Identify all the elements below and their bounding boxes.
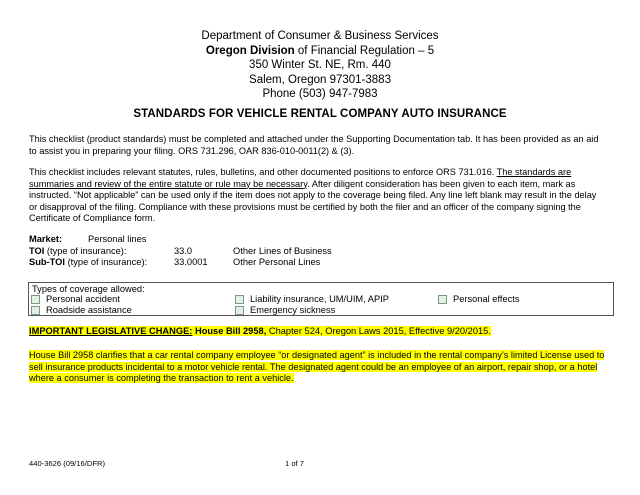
market-value: Personal lines <box>88 234 147 244</box>
subtoi-description: Other Personal Lines <box>233 257 321 268</box>
intro-paragraph: This checklist (product standards) must be completed and attached under the Supporting Documentation tab. It has been provided as an aid to assist you in preparing your filing. ORS 731.296, OAR 836-010-0011(2) & (3). <box>29 134 599 156</box>
coverage-personal-effects[interactable]: Personal effects <box>438 294 520 304</box>
subtoi-label: Sub-TOI (type of insurance): <box>29 257 148 268</box>
subtoi-code: 33.0001 <box>174 257 208 268</box>
city-address: Salem, Oregon 97301-3883 <box>249 73 391 86</box>
letterhead <box>0 29 640 102</box>
page-number: 1 of 7 <box>285 459 304 468</box>
instructions-paragraph: This checklist includes relevant statutes, rules, bulletins, and other documented positions to enforce ORS 731.016. The standards are summaries and review of the entire statute or rule may be necessary. After diligent consideration has been given to each item, mark as instructed. “Not applicable” can be used only if the item does not apply to the coverage being filed. Any line left blank may result in the delay or disapproval of the filing. Compliance with these provisions must be certified by both the filer and an officer of the company signing the Certificate of Compliance form. <box>29 167 597 224</box>
coverage-liability[interactable]: Liability insurance, UM/UIM, APIP <box>235 294 389 304</box>
coverage-roadside-assistance[interactable]: Roadside assistance <box>31 305 132 315</box>
checkbox-icon[interactable] <box>31 306 40 315</box>
form-id: 440-3626 (09/16/DFR) <box>29 459 105 468</box>
market-label: Market: <box>29 234 63 244</box>
toi-description: Other Lines of Business <box>233 245 332 256</box>
division-name: Oregon Division of Financial Regulation – 5 <box>205 44 435 57</box>
toi-label: TOI (type of insurance): <box>29 245 127 256</box>
checkbox-icon[interactable] <box>438 295 447 304</box>
document-title: STANDARDS FOR VEHICLE RENTAL COMPANY AUTO INSURANCE <box>133 108 507 120</box>
checkbox-icon[interactable] <box>235 306 244 315</box>
toi-code: 33.0 <box>174 245 193 256</box>
department-name: Department of Consumer & Business Services <box>201 30 439 42</box>
legislative-change-notice: IMPORTANT LEGISLATIVE CHANGE: House Bill 2958, Chapter 524, Oregon Laws 2015, Effective 9/20/2015. <box>29 326 491 336</box>
checkbox-icon[interactable] <box>31 295 40 304</box>
coverage-types-box <box>28 282 614 316</box>
coverage-personal-accident[interactable]: Personal accident <box>31 294 120 304</box>
phone-number: Phone (503) 947-7983 <box>262 88 378 101</box>
checkbox-icon[interactable] <box>235 295 244 304</box>
coverage-emergency-sickness[interactable]: Emergency sickness <box>235 305 335 315</box>
house-bill-paragraph: House Bill 2958 clarifies that a car rental company employee “or designated agent” is included in the rental company’s limited License used to sell insurance products incidental to a motor vehicle rental. The designated agent could be an employee of an airport, repair shop, or a hotel where a consumer is completing the transaction to rent a vehicle. <box>29 350 605 384</box>
coverage-label: Types of coverage allowed: <box>32 284 145 294</box>
street-address: 350 Winter St. NE, Rm. 440 <box>249 59 391 72</box>
